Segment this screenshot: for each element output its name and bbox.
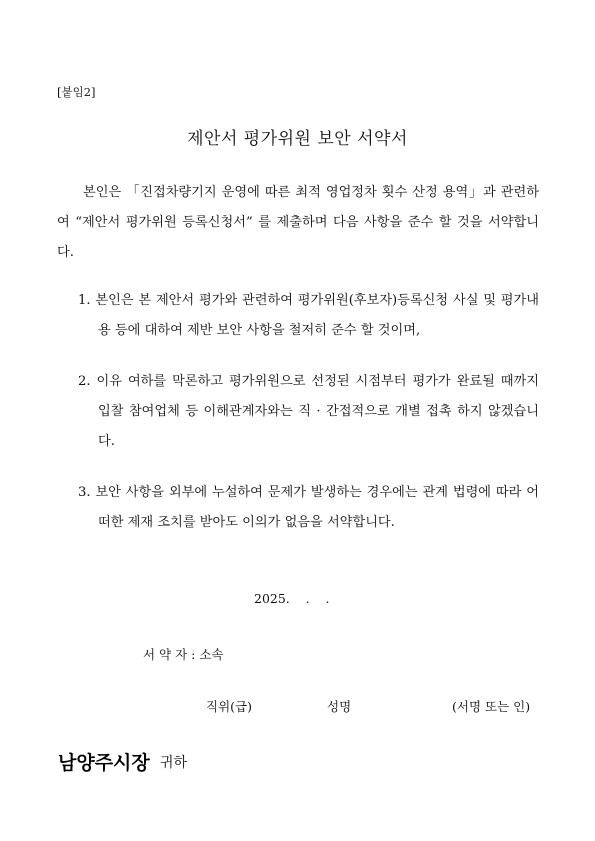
recipient-honorific: 귀하 — [160, 755, 188, 771]
recipient-name: 남양주시장 — [58, 752, 150, 774]
date-line: 2025. . . — [254, 591, 330, 606]
signer-affiliation-line: 서 약 자 : 소속 — [143, 647, 224, 662]
pledge-item-2: 2. 이유 여하를 막론하고 평가위원으로 선정된 시점부터 평가가 완료될 때까지 입찰 참여업체 등 이해관계자와는 직 · 간접적으로 개별 접촉 하지 않겠습니다. — [78, 374, 539, 449]
pledge-item-1: 1. 본인은 본 제안서 평가와 관련하여 평가위원(후보자)등록신청 사실 및 평가내용 등에 대하여 제반 보안 사항을 철저히 준수 할 것이며, — [78, 293, 539, 338]
name-label: 성명 — [327, 699, 352, 714]
document-title: 제안서 평가위원 보안 서약서 — [187, 129, 408, 149]
attachment-label: [붙임2] — [57, 85, 96, 99]
signature-hint: (서명 또는 인) — [452, 699, 531, 714]
intro-paragraph: 본인은 「진접차량기지 운영에 따른 최적 영업정차 횟수 산정 용역」과 관련하여 “제안서 평가위원 등록신청서” 를 제출하며 다음 사항을 준수 할 것을 서약합니다. — [57, 185, 539, 260]
position-label: 직위(급) — [206, 699, 252, 714]
pledge-item-3: 3. 보안 사항을 외부에 누설하여 문제가 발생하는 경우에는 관계 법령에 따라 어떠한 제재 조치를 받아도 이의가 없음을 서약합니다. — [78, 485, 539, 530]
